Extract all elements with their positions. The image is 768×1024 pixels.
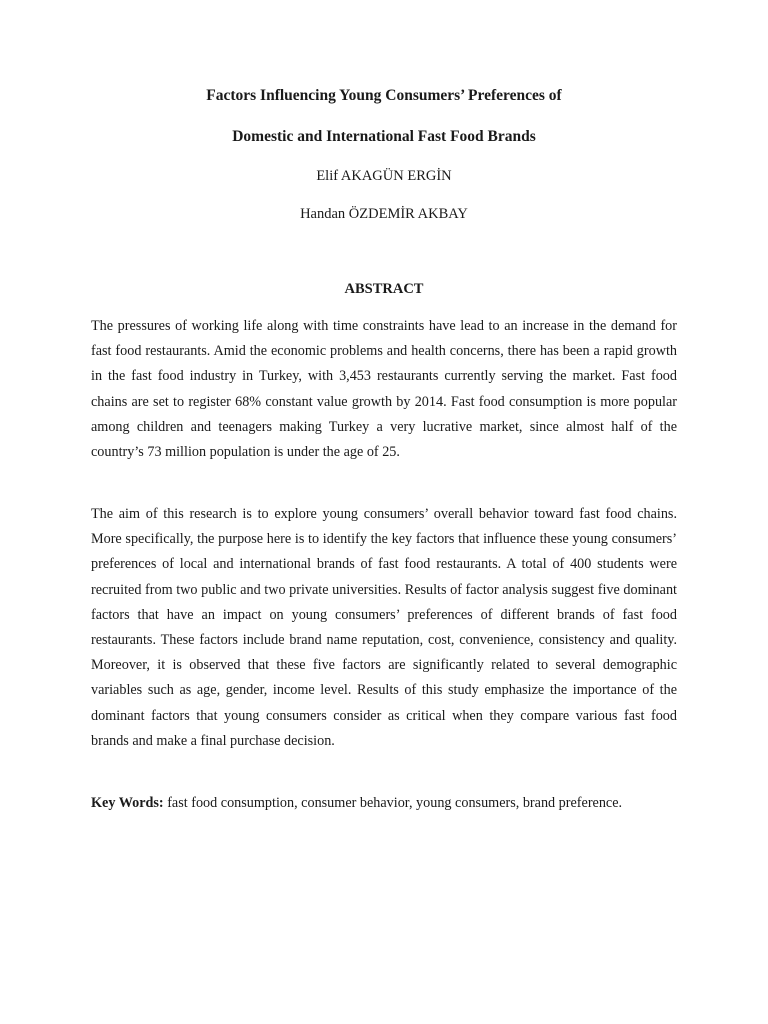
paper-title-line-2: Domestic and International Fast Food Brands [232,128,536,145]
keywords-text: fast food consumption, consumer behavior, young consumers, brand preference. [163,795,623,811]
keywords-label: Key Words: [91,795,164,811]
author-name-2: Handan ÖZDEMİR AKBAY [300,206,468,222]
author-name-1: Elif AKAGÜN ERGİN [316,168,452,184]
abstract-heading: ABSTRACT [344,281,424,297]
keywords-line [91,791,691,816]
paper-title-line-1: Factors Influencing Young Consumers’ Preferences of [206,87,562,104]
abstract-paragraph-1: The pressures of working life along with time constraints have lead to an increase in the demand for fast food restaurants. Amid the economic problems and health concerns, there has been a rapid growth in the fast food industry in Turkey, with 3,453 restaurants currently serving the market. Fast food chains are set to register 68% constant value growth by 2014. Fast food consumption is more popular among children and teenagers making Turkey a very lucrative market, since almost half of the country’s 73 million population is under the age of 25. [91,318,677,461]
abstract-paragraph-2: The aim of this research is to explore young consumers’ overall behavior toward fast food chains. More specifically, the purpose here is to identify the key factors that influence these young consumers’ preferences of local and international brands of fast food restaurants. A total of 400 students were recruited from two public and two private universities. Results of factor analysis suggest five dominant factors that have an impact on young consumers’ preferences of different brands of fast food restaurants. These factors include brand name reputation, cost, convenience, consistency and quality. Moreover, it is observed that these five factors are significantly related to several demographic variables such as age, gender, income level. Results of this study emphasize the importance of the dominant factors that young consumers consider as critical when they compare various fast food brands and make a final purchase decision. [91,506,677,749]
